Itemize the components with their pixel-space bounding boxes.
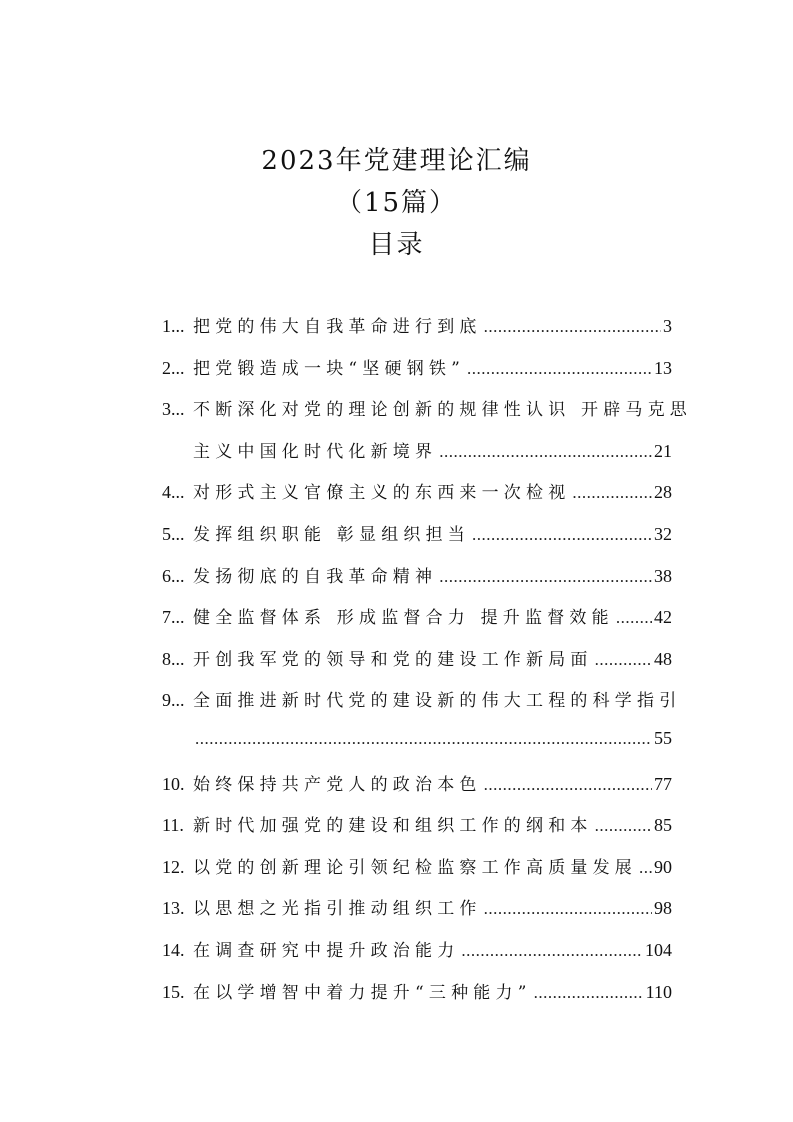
toc-dot-leader — [534, 983, 644, 1003]
toc-page-number: 13 — [654, 357, 672, 378]
toc-entry-number: 5... — [162, 523, 185, 544]
toc-entry-title: 健全监督体系 形成监督合力 提升监督效能 — [193, 608, 614, 629]
document-title: 2023年党建理论汇编 — [261, 146, 532, 176]
toc-heading: 目录 — [368, 230, 425, 260]
toc-entry-number: 2... — [162, 357, 185, 378]
toc-dot-leader — [616, 608, 652, 628]
toc-page-number: 38 — [654, 565, 672, 586]
toc-entry[interactable] — [162, 978, 672, 1020]
toc-entry[interactable] — [162, 645, 672, 687]
toc-entry[interactable] — [162, 811, 672, 853]
toc-entry-title: 开创我军党的领导和党的建设工作新局面 — [193, 649, 593, 670]
toc-page-number: 42 — [654, 607, 672, 628]
toc-dot-leader — [439, 567, 652, 587]
toc-dot-leader — [484, 317, 661, 337]
toc-entry-title: 发挥组织职能 彰显组织担当 — [193, 524, 471, 545]
toc-entry[interactable] — [162, 312, 672, 354]
toc-entry-number: 12. — [162, 856, 185, 877]
toc-entry-title: 主义中国化时代化新境界 — [193, 441, 438, 462]
toc-entry-title: 以党的创新理论引领纪检监察工作高质量发展 — [193, 857, 637, 878]
toc-page-number: 28 — [654, 482, 672, 503]
toc-entry-number: 10. — [162, 773, 185, 794]
toc-dot-leader — [484, 899, 652, 919]
toc-dot-leader — [467, 359, 652, 379]
toc-entry[interactable] — [162, 603, 672, 645]
toc-entry-title: 把党锻造成一块“坚硬钢铁” — [193, 358, 465, 379]
toc-entry-title: 始终保持共产党人的政治本色 — [193, 774, 482, 795]
toc-entry-title: 发扬彻底的自我革命精神 — [193, 566, 438, 587]
toc-entry-number: 15. — [162, 981, 185, 1002]
table-of-contents — [162, 312, 693, 1019]
toc-page-number: 98 — [654, 898, 672, 919]
toc-page-number: 55 — [654, 727, 672, 748]
toc-entry-number: 14. — [162, 939, 185, 960]
toc-entry-title: 对形式主义官僚主义的东西来一次检视 — [193, 483, 571, 504]
toc-page-number: 77 — [654, 773, 672, 794]
toc-entry-title: 不断深化对党的理论创新的规律性认识 开辟马克思 — [193, 400, 693, 421]
toc-entry[interactable] — [162, 520, 672, 562]
toc-entry-number: 1... — [162, 316, 185, 336]
toc-page-number: 48 — [654, 648, 672, 669]
toc-entry-title: 在以学增智中着力提升“三种能力” — [193, 982, 532, 1003]
toc-dot-leader — [461, 941, 643, 961]
toc-page-number: 110 — [645, 981, 672, 1002]
toc-dot-leader — [595, 816, 652, 836]
toc-dot-leader — [439, 442, 652, 462]
toc-entry-number: 3... — [162, 399, 185, 420]
toc-dot-leader — [195, 729, 652, 749]
toc-entry[interactable] — [162, 395, 693, 437]
toc-page-number: 32 — [654, 523, 672, 544]
toc-entry-title: 全面推进新时代党的建设新的伟大工程的科学指引 — [193, 691, 682, 712]
toc-entry-number: 8... — [162, 648, 185, 669]
toc-dot-leader — [595, 650, 652, 670]
toc-page-number: 3 — [663, 316, 672, 336]
toc-entry-title: 新时代加强党的建设和组织工作的纲和本 — [193, 816, 593, 837]
toc-page-number: 85 — [654, 815, 672, 836]
toc-entry[interactable] — [162, 562, 672, 604]
document-subtitle: （15篇） — [335, 188, 458, 218]
toc-entry-number: 11. — [162, 815, 184, 836]
toc-entry-title: 在调查研究中提升政治能力 — [193, 940, 460, 961]
toc-entry[interactable] — [162, 686, 682, 728]
toc-entry[interactable] — [162, 936, 672, 978]
toc-page-number: 90 — [654, 856, 672, 877]
toc-dot-leader — [472, 525, 652, 545]
toc-entry-title: 以思想之光指引推动组织工作 — [193, 899, 482, 920]
toc-page-number: 21 — [654, 440, 672, 461]
toc-entry[interactable] — [162, 894, 672, 936]
toc-entry-number: 9... — [162, 690, 185, 711]
toc-entry[interactable] — [162, 728, 672, 770]
toc-entry-number: 4... — [162, 482, 185, 503]
toc-page-number: 104 — [645, 939, 672, 960]
toc-dot-leader — [639, 858, 652, 878]
toc-entry-title: 把党的伟大自我革命进行到底 — [193, 317, 482, 337]
toc-entry[interactable] — [162, 853, 672, 895]
toc-entry[interactable] — [162, 770, 672, 812]
toc-dot-leader — [484, 775, 652, 795]
toc-entry[interactable] — [162, 478, 672, 520]
toc-entry-number: 13. — [162, 898, 185, 919]
toc-entry[interactable] — [162, 354, 672, 396]
toc-entry-number: 7... — [162, 607, 185, 628]
toc-entry-number: 6... — [162, 565, 185, 586]
toc-entry[interactable] — [162, 437, 672, 479]
toc-dot-leader — [572, 483, 652, 503]
